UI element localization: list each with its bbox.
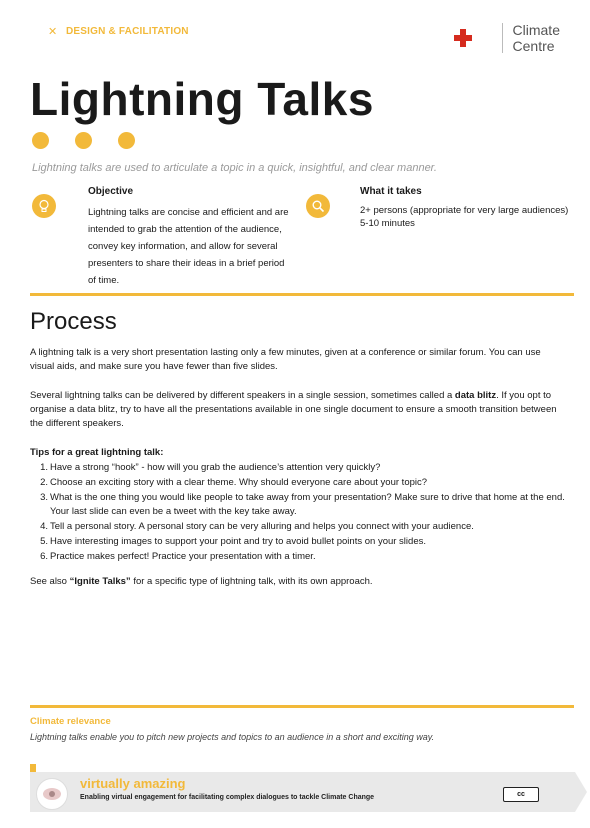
footer-subtitle: Enabling virtual engagement for facilitating complex dialogues to tackle Climate Change	[80, 794, 375, 801]
page-title: Lightning Talks	[30, 73, 374, 125]
category-label	[48, 26, 189, 37]
creative-commons-badge: cc	[503, 787, 539, 802]
process-heading: Process	[30, 308, 117, 335]
dot	[118, 132, 135, 149]
climate-centre-logo	[454, 22, 560, 54]
decorative-dots	[32, 132, 135, 149]
climate-divider	[30, 705, 574, 708]
climate-relevance-heading: Climate relevance	[30, 716, 111, 727]
dot	[32, 132, 49, 149]
tips-heading: Tips for a great lightning talk:	[30, 447, 164, 458]
see-also-paragraph: See also “Ignite Talks” for a specific type of lightning talk, with its own approach.	[30, 576, 373, 587]
list-item: 1. Have a strong “hook” - how will you grab the audience’s attention very quickly?	[40, 462, 381, 473]
ignite-talks-link[interactable]: “Ignite Talks”	[69, 576, 131, 587]
section-divider	[30, 293, 574, 296]
what-it-takes-text: 2+ persons (appropriate for very large audiences) 5-10 minutes	[360, 205, 569, 229]
list-item: 6. Practice makes perfect! Practice your presentation with a timer.	[40, 551, 316, 562]
page-subtitle: Lightning talks are used to articulate a topic in a quick, insightful, and clear manner.	[32, 162, 437, 174]
objective-heading: Objective	[88, 186, 134, 197]
climate-relevance-text: Lightning talks enable you to pitch new projects and topics to an audience in a short and exciting way.	[30, 732, 435, 742]
process-paragraph-2: Several lightning talks can be delivered by different speakers in a single session, sometimes called a data blitz. If you opt to organise a data blitz, try to have all the presentations available in one single document to ensure a smooth transition between the different speakers.	[30, 390, 557, 429]
list-item: 4. Tell a personal story. A personal story can be very alluring and helps you connect with your audience.	[40, 521, 474, 532]
list-item: 2. Choose an exciting story with a clear theme. Why should everyone care about your topic?	[40, 477, 428, 488]
logo-divider	[502, 23, 503, 53]
objective-text: Lightning talks are concise and efficient and are intended to grab the attention of the audience, convey key information, and allow for several presenters to share their ideas in a brief period of time.	[88, 207, 289, 286]
magnifier-icon	[306, 194, 330, 218]
category-text: DESIGN & FACILITATION	[66, 26, 189, 37]
footer-title: virtually amazing	[80, 776, 186, 791]
data-blitz-term: data blitz	[454, 390, 497, 401]
project-logo-icon	[36, 778, 68, 810]
red-cross-crescent-icon	[454, 28, 492, 48]
tools-icon: ✕	[48, 25, 58, 38]
tips-list	[36, 461, 566, 565]
what-it-takes-heading: What it takes	[360, 186, 422, 197]
logo-text: Climate Centre	[512, 22, 560, 54]
footer-accent	[30, 764, 36, 772]
dot	[75, 132, 92, 149]
footer-banner	[30, 772, 575, 812]
process-paragraph-1: A lightning talk is a very short presentation lasting only a few minutes, given at a conference or similar forum. You can use visual aids, and make sure you have fewer than five slides.	[30, 347, 541, 372]
list-item: 5. Have interesting images to support your point and try to avoid bullet points on your slides.	[40, 536, 426, 547]
list-item: 3. What is the one thing you would like people to take away from your presentation? Make sure to drive that home at the end. Your last slide can even be a tweet with the key take away.	[40, 492, 565, 517]
lightbulb-icon	[32, 194, 56, 218]
